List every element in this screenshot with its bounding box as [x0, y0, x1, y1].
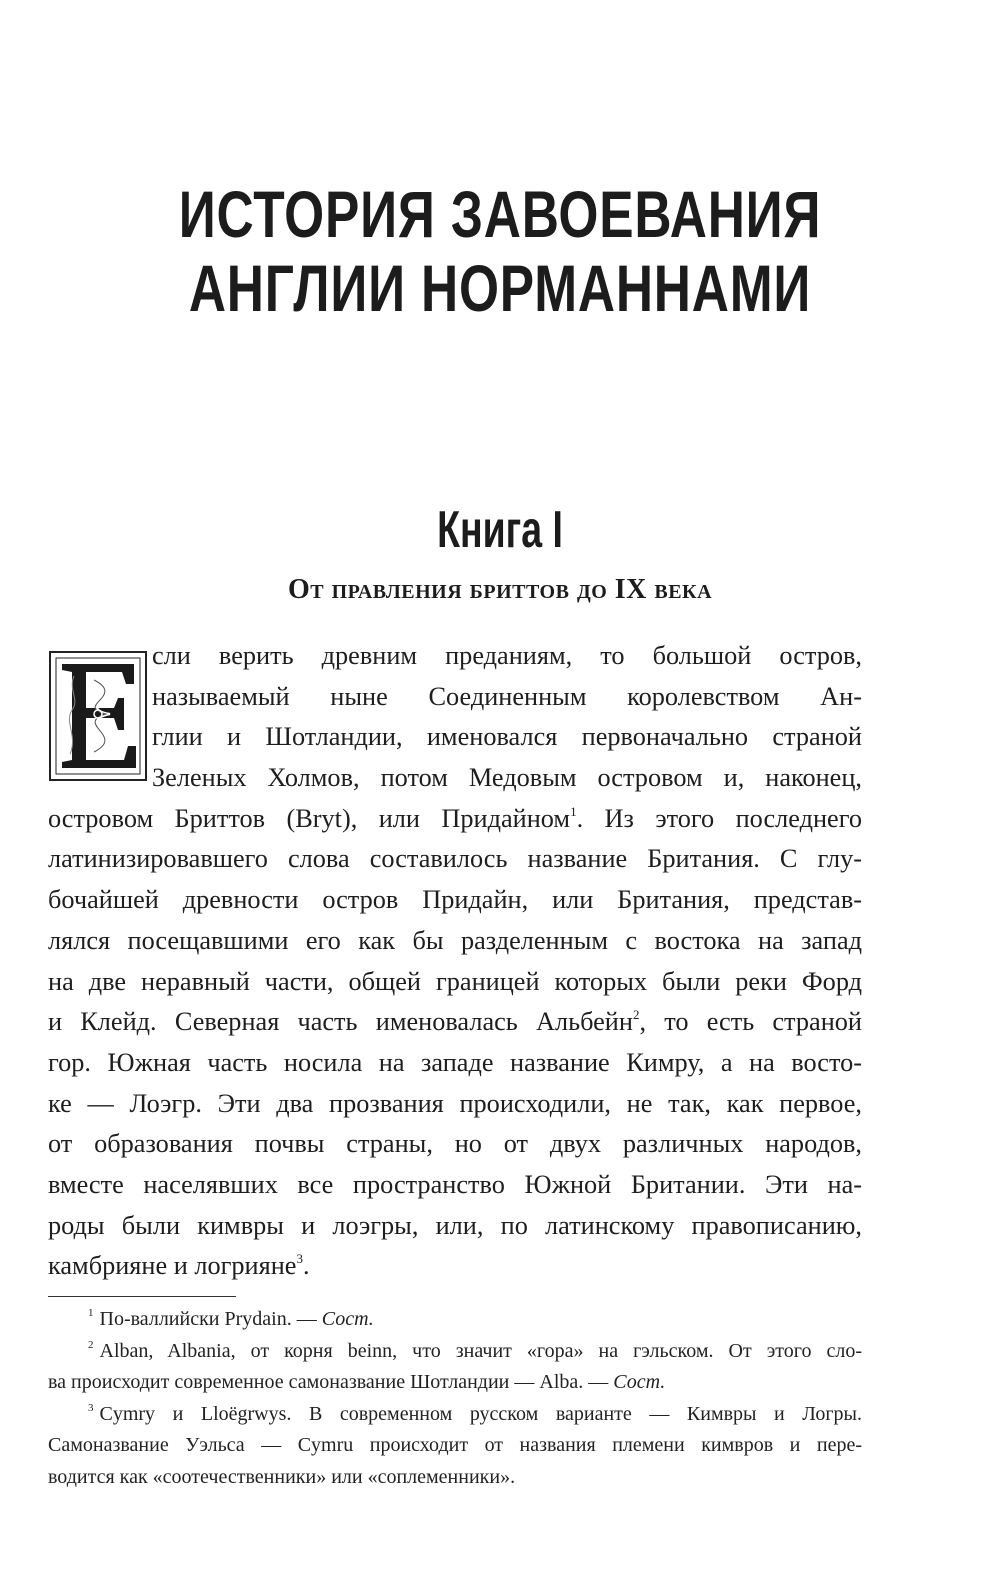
footnote-mark-1[interactable]: 1 [570, 803, 577, 819]
footnote-3-end: водится как «соотечественники» или «соплеменники». [48, 1465, 516, 1488]
footnote-2: $^2$ Alban, Albania, от корня beinn, что значит «гора» на гэльском. От этого сло- [88, 1338, 862, 1362]
paragraph-line: называемый ныне Соединенным королевством Ан- [152, 681, 862, 711]
footnote-1: $^1$ По-валлийски Prydain. — Сост. [88, 1307, 374, 1330]
paragraph-line: и Клейд. Северная часть именовалась Альбейн$^2$, то есть страной [48, 1007, 862, 1037]
paragraph-line: островом Бриттов (Bryt), или Придайном$^1$. Из этого последнего [48, 803, 862, 833]
footnote-mark-3[interactable]: 3 [296, 1251, 303, 1267]
footnotes [48, 1304, 862, 1493]
paragraph-line: роды были кимвры и лоэгры, или, по латинскому правописанию, [48, 1210, 862, 1240]
title-line-1: ИСТОРИЯ ЗАВОЕВАНИЯ [178, 177, 822, 251]
footnote-2-cont: ва происходит современное самоназвание Шотландии — Alba. — Сост. [48, 1371, 666, 1393]
paragraph-line: камбрияне и логрияне$^3$. [48, 1251, 310, 1281]
dropcap-letter: Е [98, 776, 99, 777]
page-title [110, 178, 890, 326]
paragraph-line: на две неравный части, общей границей которых были реки Форд [48, 966, 862, 996]
book-heading: Книга I [437, 501, 563, 559]
footnote-3-cont: Самоназвание Уэльса — Cymru происходит от названия племени кимвров и пере- [48, 1434, 862, 1456]
paragraph-line: ке — Лоэгр. Эти два прозвания происходили, не так, как первое, [48, 1088, 862, 1118]
main-paragraph [48, 636, 862, 1287]
footnote-mark-2[interactable]: 2 [632, 1007, 640, 1023]
paragraph-line: Зеленых Холмов, потом Медовым островом и, наконец, [152, 763, 862, 793]
paragraph-line: вместе населявших все пространство Южной Британии. Эти на- [48, 1169, 862, 1199]
paragraph-line: глии и Шотландии, именовался первоначально страной [152, 722, 862, 752]
paragraph-line: лялся посещавшими его как бы разделенным с востока на запад [48, 925, 862, 955]
footnote-3: $^3$ Cymry и Lloëgrwys. В современном русском варианте — Кимвры и Логры. [88, 1401, 862, 1425]
paragraph-line: латинизировавшего слова составилось название Британия. С глу- [48, 844, 862, 874]
paragraph-line: от образования почвы страны, но от двух различных народов, [48, 1129, 862, 1159]
book-subtitle: От правления бриттов до IX века [287, 574, 713, 605]
paragraph-line: бочайшей древности остров Придайн, или Британия, представ- [48, 885, 862, 915]
title-line-2: АНГЛИИ НОРМАННАМИ [188, 250, 812, 325]
footnote-divider [48, 1296, 236, 1297]
paragraph-line: сли верить древним преданиям, то большой остров, [152, 641, 862, 670]
paragraph-line: гор. Южная часть носила на западе название Кимру, а на восто- [48, 1047, 862, 1077]
